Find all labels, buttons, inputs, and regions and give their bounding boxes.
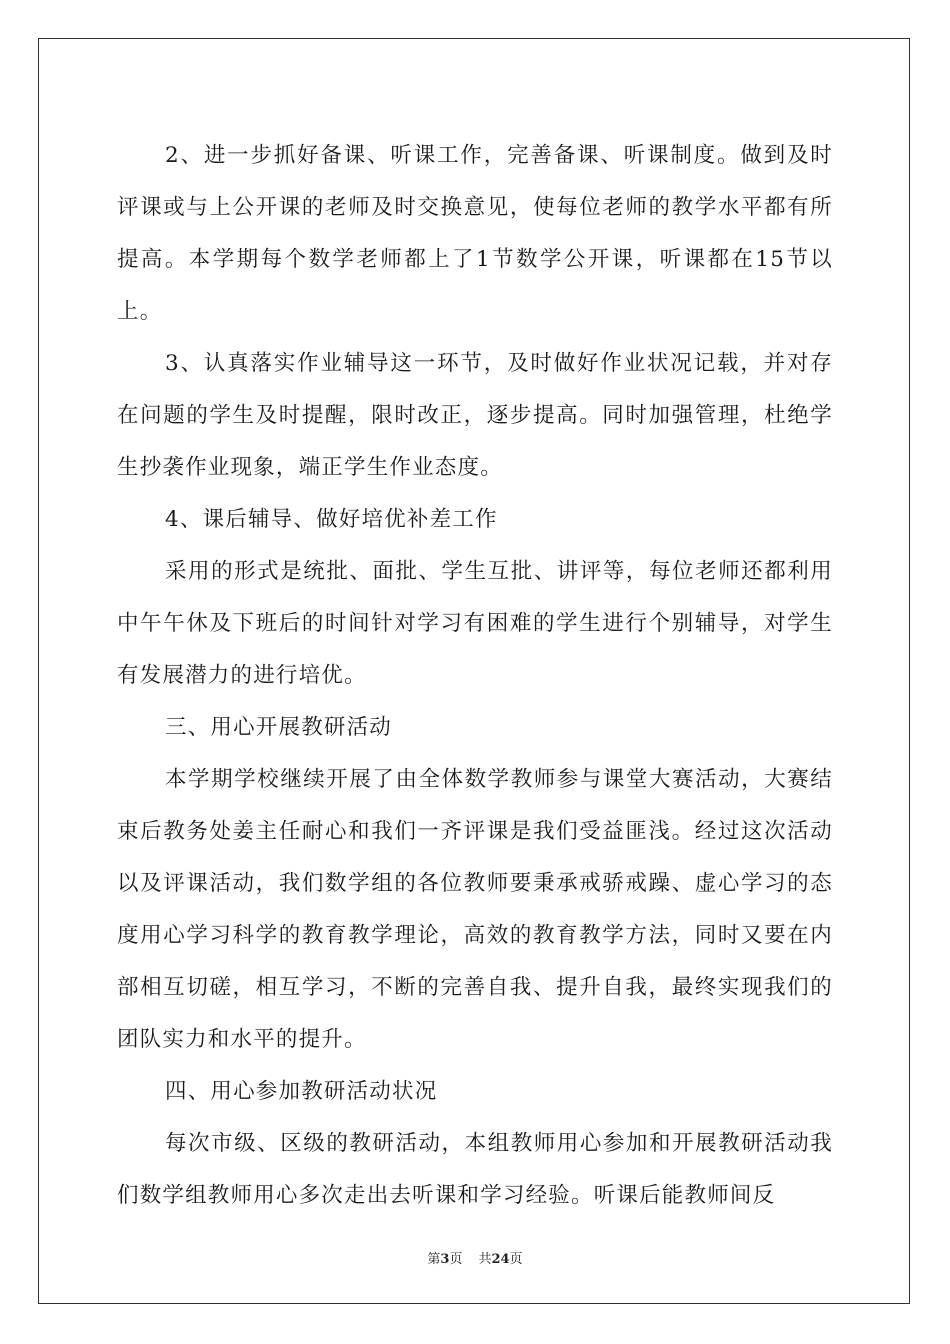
heading-tutoring: 4、课后辅导、做好培优补差工作 bbox=[165, 507, 498, 532]
paragraph-homework: 3、认真落实作业辅导这一环节，及时做好作业状况记载，并对存在问题的学生及时提醒，限时改正，逐步提高。同时加强管理，杜绝学生抄袭作业现象，端正学生作业态度。 bbox=[117, 351, 833, 480]
page-prefix: 第 bbox=[427, 1252, 441, 1267]
page-current-number: 3 bbox=[440, 1252, 450, 1267]
paragraph-lesson-prep: 2、进一步抓好备课、听课工作，完善备课、听课制度。做到及时评课或与上公开课的老师及时交换意见，使每位老师的教学水平都有所提高。本学期每个数学老师都上了1节数学公开课，听课都在15节以上。 bbox=[117, 143, 833, 324]
page-total-number: 24 bbox=[491, 1252, 510, 1267]
page-footer bbox=[0, 1248, 950, 1267]
paragraph-tutoring-methods: 采用的形式是统批、面批、学生互批、讲评等，每位老师还都利用中午午休及下班后的时间针对学习有困难的学生进行个别辅导，对学生有发展潜力的进行培优。 bbox=[117, 559, 833, 688]
total-suffix: 页 bbox=[509, 1252, 523, 1267]
heading-research-participation: 四、用心参加教研活动状况 bbox=[165, 1079, 438, 1104]
paragraph-classroom-contest: 本学期学校继续开展了由全体数学教师参与课堂大赛活动，大赛结束后教务处姜主任耐心和我们一齐评课是我们受益匪浅。经过这次活动以及评课活动，我们数学组的各位教师要秉承戒骄戒躁、虚心学习的态度用心学习科学的教育教学理论，高效的教育教学方法，同时又要在内部相互切磋，相互学习，不断的完善自我、提升自我，最终实现我们的团队实力和水平的提升。 bbox=[117, 767, 833, 1052]
total-prefix: 共 bbox=[478, 1252, 492, 1267]
heading-research-activities: 三、用心开展教研活动 bbox=[165, 715, 393, 740]
document-body bbox=[117, 130, 833, 1222]
paragraph-city-district-activities: 每次市级、区级的教研活动，本组教师用心参加和开展教研活动我们数学组教师用心多次走出去听课和学习经验。听课后能教师间反 bbox=[117, 1131, 833, 1208]
page-suffix: 页 bbox=[449, 1252, 463, 1267]
